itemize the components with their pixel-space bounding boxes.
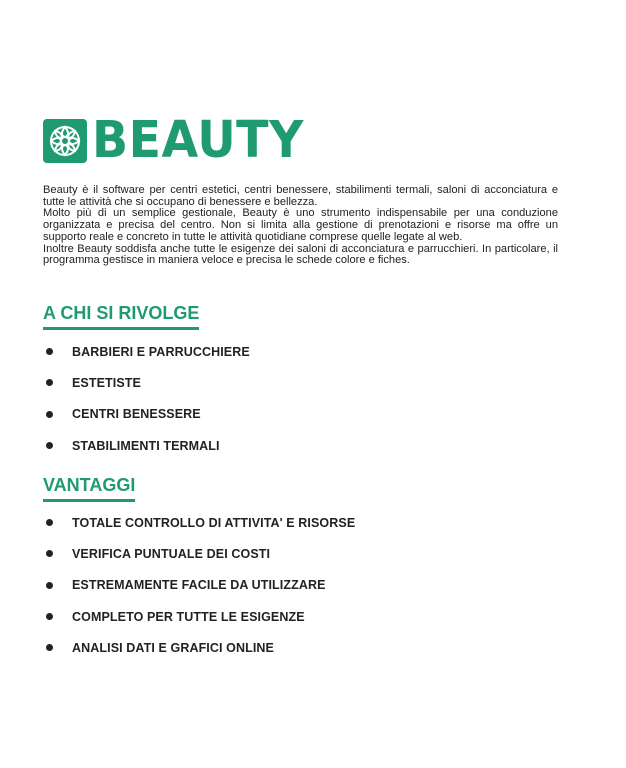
list-item (43, 538, 355, 569)
list-item (43, 336, 250, 367)
bullet-icon (46, 644, 53, 651)
bullet-icon (46, 613, 53, 620)
section-title-advantages: VANTAGGI (43, 474, 135, 502)
list-item-label: VERIFICA PUNTUALE DEI COSTI (72, 546, 271, 561)
list-item (43, 507, 355, 538)
bullet-icon (46, 348, 53, 355)
audience-list (43, 336, 250, 461)
list-item-label: ANALISI DATI E GRAFICI ONLINE (72, 640, 274, 655)
list-item (43, 367, 250, 398)
bullet-icon (46, 442, 53, 449)
list-item (43, 430, 250, 461)
list-item (43, 601, 355, 632)
list-item-label: STABILIMENTI TERMALI (72, 438, 220, 453)
intro-text (43, 185, 558, 267)
section-title-audience: A CHI SI RIVOLGE (43, 302, 199, 330)
bullet-icon (46, 519, 53, 526)
list-item (43, 632, 355, 663)
intro-paragraph: Beauty è il software per centri estetici, centri benessere, stabilimenti termali, saloni di acconciatura e tutte le attività che si occupano di benessere e bellezza. (43, 184, 558, 208)
bullet-icon (46, 411, 53, 418)
list-item-label: BARBIERI E PARRUCCHIERE (72, 344, 250, 359)
list-item-label: ESTETISTE (72, 375, 141, 390)
intro-paragraph: Molto più di un semplice gestionale, Beauty è uno strumento indispensabile per una conduzione organizzata e precisa del centro. Non si limita alla gestione di prenotazioni e risorse ma offre un supporto reale e concreto in tutte le attività quotidiane comprese quelle legate al web. (43, 207, 558, 243)
advantages-list (43, 507, 355, 663)
list-item-label: TOTALE CONTROLLO DI ATTIVITA' E RISORSE (72, 515, 356, 530)
list-item-label: COMPLETO PER TUTTE LE ESIGENZE (72, 609, 305, 624)
list-item-label: CENTRI BENESSERE (72, 407, 201, 422)
bullet-icon (46, 550, 53, 557)
intro-paragraph: Inoltre Beauty soddisfa anche tutte le esigenze dei saloni di acconciatura e parrucchieri. In particolare, il programma gestisce in maniera veloce e precisa le schede colore e fiches. (43, 242, 558, 267)
list-item (43, 570, 355, 601)
bullet-icon (46, 582, 53, 589)
flower-wheel-icon (43, 119, 87, 163)
list-item-label: ESTREMAMENTE FACILE DA UTILIZZARE (72, 578, 326, 593)
list-item (43, 399, 250, 430)
bullet-icon (46, 379, 53, 386)
logo-wordmark: BEAUTY (92, 111, 304, 170)
beauty-logo (43, 111, 320, 170)
